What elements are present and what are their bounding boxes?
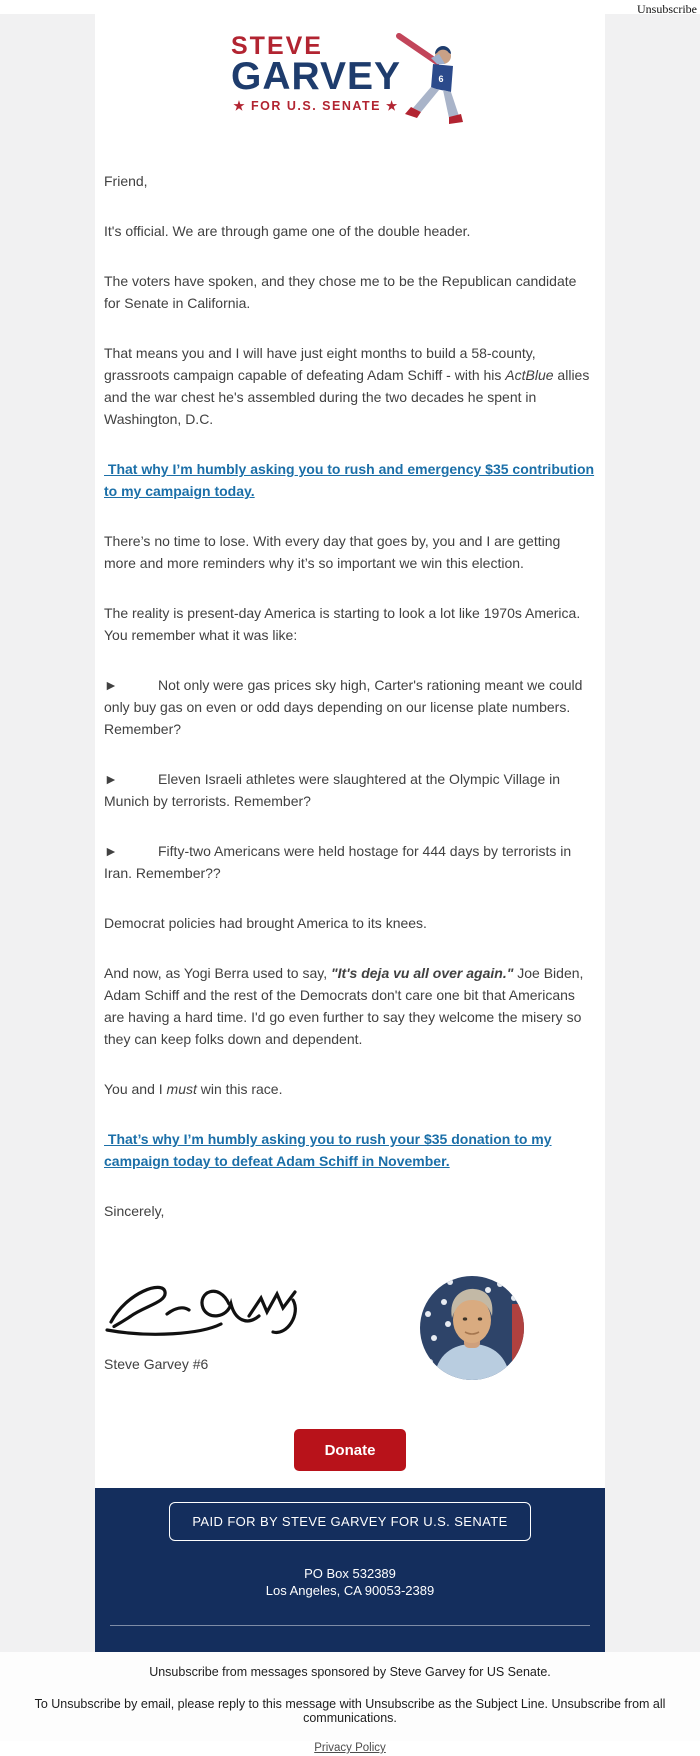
top-unsubscribe-link[interactable]: Unsubscribe — [637, 2, 697, 16]
paragraph: And now, as Yogi Berra used to say, "It's deja vu all over again." Joe Biden, Adam Schiff and the rest of the Democrats don't care one bit that Americans are having a hard time. I'd go even further to say they welcome the misery so they can keep folks down and dependent. — [104, 965, 584, 1047]
baseball-batter-icon — [391, 22, 469, 126]
star-icon: ★ — [385, 99, 399, 113]
paid-for-box — [169, 1502, 531, 1541]
paragraph: Sincerely, — [104, 1203, 165, 1219]
jersey-number: 6 — [438, 74, 444, 84]
paragraph: The reality is present-day America is starting to look a lot like 1970s America. You remember what it was like: — [104, 605, 581, 643]
signee-name: Steve Garvey #6 — [104, 1356, 209, 1372]
bullet-arrow-icon: ► — [104, 843, 118, 859]
signature-image — [101, 1270, 311, 1350]
top-bar — [0, 0, 700, 14]
paragraph: It's official. We are through game one of the double header. — [104, 223, 471, 239]
donation-link[interactable]: That why I’m humbly asking you to rush and emergency $35 contribution to my campaign today. — [104, 461, 595, 499]
mailing-address — [95, 1565, 605, 1599]
paragraph: The voters have spoken, and they chose me to be the Republican candidate for Senate in California. — [104, 273, 577, 311]
letter-body — [104, 170, 596, 1250]
address-line-2: Los Angeles, CA 90053-2389 — [265, 1583, 435, 1598]
email-card — [95, 14, 605, 1488]
paragraph: Democrat policies had brought America to its knees. — [104, 915, 427, 931]
star-icon: ★ — [233, 99, 247, 113]
logo-tagline-text: FOR U.S. SENATE — [251, 99, 381, 113]
bullet-paragraph: ► Fifty-two Americans were held hostage for 444 days by terrorists in Iran. Remember?? — [104, 840, 596, 884]
email-canvas — [0, 14, 700, 1652]
donate-button[interactable]: Donate — [294, 1429, 406, 1471]
bullet-paragraph: ► Not only were gas prices sky high, Carter's rationing meant we could only buy gas on even or odd days depending on our license plate numbers. Remember? — [104, 674, 596, 740]
privacy-policy-link[interactable]: Privacy Policy — [314, 1742, 386, 1754]
donation-link[interactable]: That’s why I’m humbly asking you to rush your $35 donation to my campaign today to defeat Adam Schiff in November. — [104, 1131, 552, 1169]
bottom-line-2: To Unsubscribe by email, please reply to this message with Unsubscribe as the Subject Line. Unsubscribe from all communications. — [34, 1697, 666, 1725]
bullet-arrow-icon: ► — [104, 677, 118, 693]
footer-divider — [110, 1625, 590, 1626]
navy-footer — [95, 1488, 605, 1652]
candidate-photo — [420, 1276, 524, 1380]
logo-last-name: GARVEY — [231, 55, 401, 98]
logo-tagline — [231, 98, 401, 113]
paragraph: You and I must win this race. — [104, 1081, 283, 1097]
bottom-line-1: Unsubscribe from messages sponsored by Steve Garvey for US Senate. — [149, 1665, 551, 1679]
paragraph: Friend, — [104, 173, 148, 189]
paragraph: There’s no time to lose. With every day that goes by, you and I are getting more and more reminders why it’s so important we win this election. — [104, 533, 561, 571]
campaign-logo — [95, 22, 605, 126]
logo-first-name: STEVE — [231, 32, 323, 60]
bottom-disclaimer — [0, 1652, 700, 1754]
paragraph: That means you and I will have just eight months to build a 58-county, grassroots campaign capable of defeating Adam Schiff - with his ActBlue allies and the war chest he's assembled during the two decades he spent in Washington, D.C. — [104, 345, 590, 427]
address-line-1: PO Box 532389 — [304, 1566, 396, 1581]
paid-for-text: PAID FOR BY STEVE GARVEY FOR U.S. SENATE — [192, 1514, 508, 1529]
bullet-paragraph: ► Eleven Israeli athletes were slaughtered at the Olympic Village in Munich by terrorists. Remember? — [104, 768, 596, 812]
campaign-logo-text — [231, 22, 401, 113]
bullet-arrow-icon: ► — [104, 771, 118, 787]
